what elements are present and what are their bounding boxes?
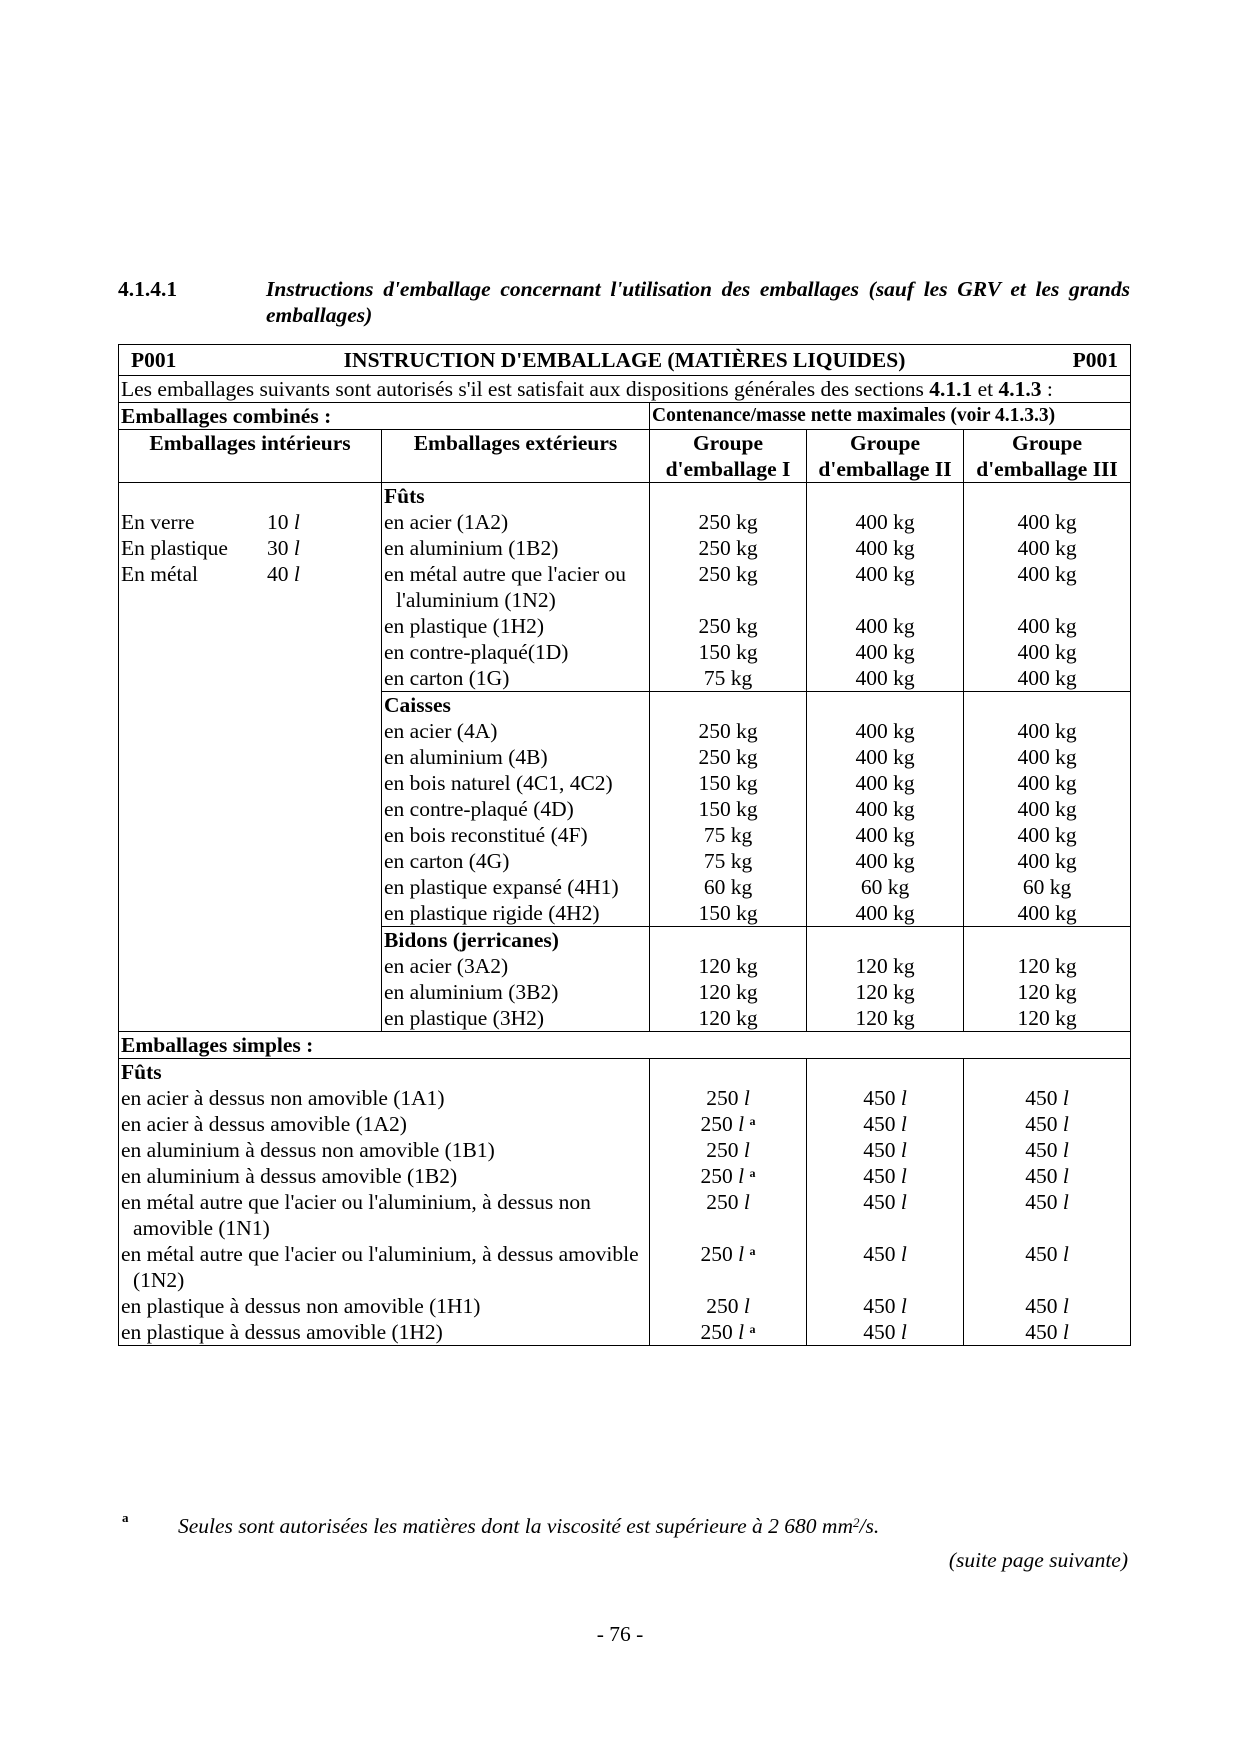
volume-value: 450 l — [964, 1137, 1131, 1163]
single-packaging-label: en aluminium à dessus amovible (1B2) — [119, 1163, 650, 1189]
outer-packaging-label: en métal autre que l'acier ou l'aluminium (1N2) — [382, 561, 650, 613]
outer-packaging-label: en carton (1G) — [382, 665, 650, 692]
volume-value: 450 l — [964, 1111, 1131, 1137]
single-group-title: Fûts — [119, 1059, 650, 1086]
inner-packaging-item — [121, 561, 379, 587]
group-spacer-cell — [807, 1059, 964, 1086]
footnote-ref: a — [749, 1114, 756, 1128]
combined-label: Emballages combinés : — [119, 403, 650, 430]
group-1-value: 250 kg — [650, 509, 807, 535]
outer-packaging-label: en plastique rigide (4H2) — [382, 900, 650, 927]
volume-value: 450 l — [807, 1163, 964, 1189]
inner-packaging-limit: 10 l — [267, 510, 300, 534]
outer-group-title: Fûts — [382, 483, 650, 510]
volume-value: 250 l $^a$ — [650, 1319, 807, 1346]
inner-packaging-name: En verre — [121, 510, 195, 534]
unit-litre: l — [743, 1086, 750, 1110]
group-1-value: 150 kg — [650, 770, 807, 796]
volume-value: 450 l — [807, 1111, 964, 1137]
volume-value: 450 l — [807, 1319, 964, 1346]
outer-group-title: Caisses — [382, 692, 650, 719]
col-inner-header: Emballages intérieurs — [119, 430, 382, 483]
unit-litre: l — [1062, 1320, 1069, 1344]
col-group-3-header: Groupe d'emballage III — [964, 430, 1131, 483]
group-spacer-cell — [964, 483, 1131, 510]
outer-packaging-label: en plastique (3H2) — [382, 1005, 650, 1032]
group-spacer-cell — [807, 927, 964, 954]
unit-litre: l — [900, 1294, 907, 1318]
group-2-value: 400 kg — [807, 848, 964, 874]
outer-packaging-label: en bois reconstitué (4F) — [382, 822, 650, 848]
single-packaging-label: en métal autre que l'acier ou l'aluminium, à dessus non amovible (1N1) — [119, 1189, 650, 1241]
instruction-heading: INSTRUCTION D'EMBALLAGE (MATIÈRES LIQUIDES) — [343, 348, 906, 372]
group-3-value: 400 kg — [964, 900, 1131, 927]
group-3-value: 400 kg — [964, 770, 1131, 796]
outer-packaging-label: en aluminium (3B2) — [382, 979, 650, 1005]
group-2-value: 400 kg — [807, 900, 964, 927]
group-3-value: 400 kg — [964, 613, 1131, 639]
footnote-ref: a — [749, 1322, 756, 1336]
outer-packaging-label: en contre-plaqué(1D) — [382, 639, 650, 665]
unit-litre: l — [743, 1138, 750, 1162]
capacity-label: Contenance/masse nette maximales (voir 4.1.3.3) — [650, 403, 1131, 430]
table-title-row — [119, 345, 1131, 376]
code-right: P001 — [1072, 348, 1119, 372]
group-2-value: 400 kg — [807, 509, 964, 535]
inner-packagings-cell — [119, 483, 382, 1032]
group-spacer-cell — [650, 483, 807, 510]
volume-value: 450 l — [807, 1189, 964, 1241]
unit-litre: l — [1062, 1164, 1069, 1188]
group-1-value: 150 kg — [650, 900, 807, 927]
inner-packaging-name: En plastique — [121, 536, 228, 560]
volume-value: 450 l — [964, 1293, 1131, 1319]
group-2-value: 400 kg — [807, 535, 964, 561]
single-packaging-label: en acier à dessus amovible (1A2) — [119, 1111, 650, 1137]
single-packaging-label: en métal autre que l'acier ou l'aluminium, à dessus amovible (1N2) — [119, 1241, 650, 1293]
outer-packaging-label: en carton (4G) — [382, 848, 650, 874]
group-3-value: 400 kg — [964, 744, 1131, 770]
unit-litre: l — [1062, 1112, 1069, 1136]
volume-value: 450 l — [964, 1085, 1131, 1111]
group-2-value: 120 kg — [807, 953, 964, 979]
unit-litre: l — [293, 510, 300, 534]
outer-packaging-label: en acier (4A) — [382, 718, 650, 744]
group-1-value: 60 kg — [650, 874, 807, 900]
group-2-value: 400 kg — [807, 665, 964, 692]
group-2-value: 400 kg — [807, 613, 964, 639]
group-2-value: 400 kg — [807, 744, 964, 770]
group-spacer-cell — [650, 927, 807, 954]
volume-value: 250 l $^a$ — [650, 1241, 807, 1293]
outer-packaging-label: en plastique (1H2) — [382, 613, 650, 639]
group-2-value: 400 kg — [807, 770, 964, 796]
volume-value: 250 l $^a$ — [650, 1163, 807, 1189]
group-2-value: 400 kg — [807, 822, 964, 848]
unit-litre: l — [738, 1112, 745, 1136]
section-title: Instructions d'emballage concernant l'utilisation des emballages (sauf les GRV et les grands emballages) — [266, 277, 1130, 327]
group-1-value: 120 kg — [650, 979, 807, 1005]
group-spacer-cell — [807, 483, 964, 510]
unit-litre: l — [900, 1112, 907, 1136]
outer-packaging-label: en aluminium (1B2) — [382, 535, 650, 561]
volume-value: 450 l — [964, 1241, 1131, 1293]
inner-packaging-limit: 30 l — [267, 536, 300, 560]
group-3-value: 400 kg — [964, 665, 1131, 692]
volume-value: 450 l — [807, 1293, 964, 1319]
single-packaging-label: en plastique à dessus non amovible (1H1) — [119, 1293, 650, 1319]
group-3-value: 120 kg — [964, 979, 1131, 1005]
volume-value: 450 l — [807, 1241, 964, 1293]
group-spacer-cell — [964, 927, 1131, 954]
unit-litre: l — [900, 1164, 907, 1188]
single-packaging-label: en acier à dessus non amovible (1A1) — [119, 1085, 650, 1111]
unit-litre: l — [900, 1138, 907, 1162]
footnote-ref: a — [749, 1244, 756, 1258]
single-packaging-label: en aluminium à dessus non amovible (1B1) — [119, 1137, 650, 1163]
group-3-value: 400 kg — [964, 822, 1131, 848]
group-1-value: 250 kg — [650, 744, 807, 770]
packing-instruction-table — [118, 344, 1131, 1346]
group-3-value: 400 kg — [964, 718, 1131, 744]
group-spacer-cell — [964, 1059, 1131, 1086]
volume-value: 450 l — [807, 1085, 964, 1111]
volume-value: 250 l — [650, 1137, 807, 1163]
group-spacer-cell — [807, 692, 964, 719]
group-3-value: 400 kg — [964, 848, 1131, 874]
unit-litre: l — [900, 1242, 907, 1266]
unit-litre: l — [900, 1086, 907, 1110]
col-outer-header: Emballages extérieurs — [382, 430, 650, 483]
group-3-value: 400 kg — [964, 561, 1131, 613]
unit-litre: l — [743, 1294, 750, 1318]
inner-packaging-name: En métal — [121, 562, 199, 586]
volume-value: 250 l — [650, 1189, 807, 1241]
unit-litre: l — [738, 1242, 745, 1266]
inner-packaging-item — [121, 509, 379, 535]
inner-packaging-limit: 40 l — [267, 562, 300, 586]
col-group-2-header: Groupe d'emballage II — [807, 430, 964, 483]
group-3-value: 120 kg — [964, 953, 1131, 979]
footnote-ref: a — [749, 1166, 756, 1180]
group-1-value: 250 kg — [650, 561, 807, 613]
volume-value: 250 l — [650, 1085, 807, 1111]
volume-value: 450 l — [964, 1319, 1131, 1346]
group-1-value: 250 kg — [650, 718, 807, 744]
group-2-value: 60 kg — [807, 874, 964, 900]
group-2-value: 400 kg — [807, 718, 964, 744]
group-1-value: 75 kg — [650, 665, 807, 692]
page-number: - 76 - — [596, 1622, 644, 1646]
group-1-value: 120 kg — [650, 953, 807, 979]
unit-litre: l — [1062, 1294, 1069, 1318]
unit-litre: l — [1062, 1086, 1069, 1110]
group-2-value: 120 kg — [807, 1005, 964, 1032]
group-1-value: 120 kg — [650, 1005, 807, 1032]
unit-litre: l — [1062, 1242, 1069, 1266]
outer-packaging-label: en aluminium (4B) — [382, 744, 650, 770]
code-left: P001 — [131, 348, 177, 372]
unit-litre: l — [1062, 1138, 1069, 1162]
outer-packaging-label: en bois naturel (4C1, 4C2) — [382, 770, 650, 796]
volume-value: 250 l — [650, 1293, 807, 1319]
continuation-note: (suite page suivante) — [948, 1548, 1128, 1572]
unit-litre: l — [743, 1190, 750, 1214]
group-3-value: 400 kg — [964, 639, 1131, 665]
group-1-value: 75 kg — [650, 848, 807, 874]
unit-litre: l — [738, 1320, 745, 1344]
footnote-marker: a — [122, 1510, 129, 1525]
group-1-value: 250 kg — [650, 535, 807, 561]
footnote-text: Seules sont autorisées les matières dont la viscosité est supérieure à 2 680 $mm^2/s$. — [178, 1514, 880, 1538]
volume-value: 450 l — [964, 1163, 1131, 1189]
group-1-value: 150 kg — [650, 796, 807, 822]
group-2-value: 400 kg — [807, 561, 964, 613]
group-3-value: 400 kg — [964, 796, 1131, 822]
outer-packaging-label: en contre-plaqué (4D) — [382, 796, 650, 822]
group-3-value: 120 kg — [964, 1005, 1131, 1032]
unit-litre: l — [293, 562, 300, 586]
group-3-value: 400 kg — [964, 535, 1131, 561]
volume-value: 450 l — [807, 1137, 964, 1163]
group-3-value: 400 kg — [964, 509, 1131, 535]
col-group-1-header: Groupe d'emballage I — [650, 430, 807, 483]
unit-litre: l — [293, 536, 300, 560]
group-spacer-cell — [964, 692, 1131, 719]
unit-litre: l — [900, 1320, 907, 1344]
outer-packaging-label: en acier (1A2) — [382, 509, 650, 535]
unit-litre: l — [900, 1190, 907, 1214]
outer-group-title: Bidons (jerricanes) — [382, 927, 650, 954]
group-spacer-cell — [650, 1059, 807, 1086]
intro-text: Les emballages suivants sont autorisés s'il est satisfait aux dispositions générales des sections 4.1.1 et 4.1.3 : — [119, 376, 1131, 403]
group-3-value: 60 kg — [964, 874, 1131, 900]
group-2-value: 120 kg — [807, 979, 964, 1005]
volume-value: 250 l $^a$ — [650, 1111, 807, 1137]
single-packaging-label: en plastique à dessus amovible (1H2) — [119, 1319, 650, 1346]
group-1-value: 250 kg — [650, 613, 807, 639]
single-packagings-label: Emballages simples : — [119, 1032, 1131, 1059]
group-2-value: 400 kg — [807, 796, 964, 822]
outer-packaging-label: en plastique expansé (4H1) — [382, 874, 650, 900]
unit-litre: l — [738, 1164, 745, 1188]
group-1-value: 150 kg — [650, 639, 807, 665]
section-number: 4.1.4.1 — [118, 277, 178, 301]
group-1-value: 75 kg — [650, 822, 807, 848]
inner-packaging-item — [121, 535, 379, 561]
group-2-value: 400 kg — [807, 639, 964, 665]
unit-litre: l — [1062, 1190, 1069, 1214]
outer-packaging-label: en acier (3A2) — [382, 953, 650, 979]
group-spacer-cell — [650, 692, 807, 719]
volume-value: 450 l — [964, 1189, 1131, 1241]
